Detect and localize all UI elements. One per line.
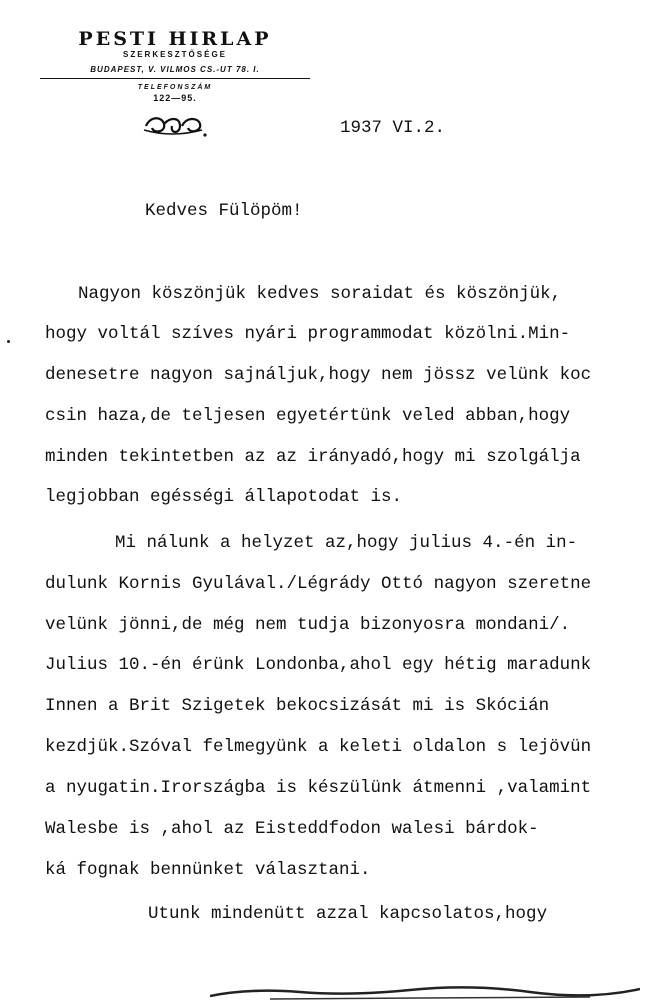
monogram-icon bbox=[142, 114, 208, 138]
body-line: kezdjük.Szóval felmegyünk a keleti oldalon s lejövün bbox=[45, 737, 592, 757]
body-line: dulunk Kornis Gyulával./Légrády Ottó nagyon szeretne bbox=[45, 574, 592, 594]
body-line: ká fognak bennünket választani. bbox=[45, 860, 371, 880]
body-line: Mi nálunk a helyzet az,hogy julius 4.-én in- bbox=[115, 533, 578, 553]
body-line: minden tekintetben az az irányadó,hogy mi szolgálja bbox=[45, 447, 581, 467]
body-line: Innen a Brit Szigetek bekocsizását mi is Skócián bbox=[45, 696, 550, 716]
letterhead-subtitle: SZERKESZTŐSÉGE bbox=[122, 50, 227, 59]
letterhead bbox=[40, 28, 310, 104]
body-line: legjobban egésségi állapotodat is. bbox=[45, 487, 403, 507]
body-line: a nyugatin.Irországba is készülünk átmenni ,valamint bbox=[45, 778, 592, 798]
torn-edge-mark bbox=[210, 982, 640, 1000]
salutation: Kedves Fülöpöm! bbox=[145, 201, 303, 221]
letterhead-title: PESTI HIRLAP bbox=[78, 28, 272, 50]
body-line: Utunk mindenütt azzal kapcsolatos,hogy bbox=[148, 904, 548, 924]
margin-mark bbox=[7, 340, 10, 343]
letterhead-address: BUDAPEST, V. VILMOS CS.-UT 78. I. bbox=[40, 64, 310, 79]
body-line: Nagyon köszönjük kedves soraidat és köszönjük, bbox=[78, 284, 562, 304]
body-line: denesetre nagyon sajnáljuk,hogy nem jössz velünk koc bbox=[45, 365, 592, 385]
body-line: csin haza,de teljesen egyetértünk veled abban,hogy bbox=[45, 406, 571, 426]
letterhead-phone-number: 122—95. bbox=[153, 93, 197, 103]
letter-date: 1937 VI.2. bbox=[340, 118, 446, 138]
body-line: Walesbe is ,ahol az Eisteddfodon walesi bárdok- bbox=[45, 819, 539, 839]
letterhead-phone-label: TELEFONSZÁM bbox=[137, 84, 213, 91]
body-line: hogy voltál szíves nyári programmodat közölni.Min- bbox=[45, 324, 571, 344]
body-line: velünk jönni,de még nem tudja bizonyosra mondani/. bbox=[45, 615, 571, 635]
body-line: Julius 10.-én érünk Londonba,ahol egy hétig maradunk bbox=[45, 655, 592, 675]
